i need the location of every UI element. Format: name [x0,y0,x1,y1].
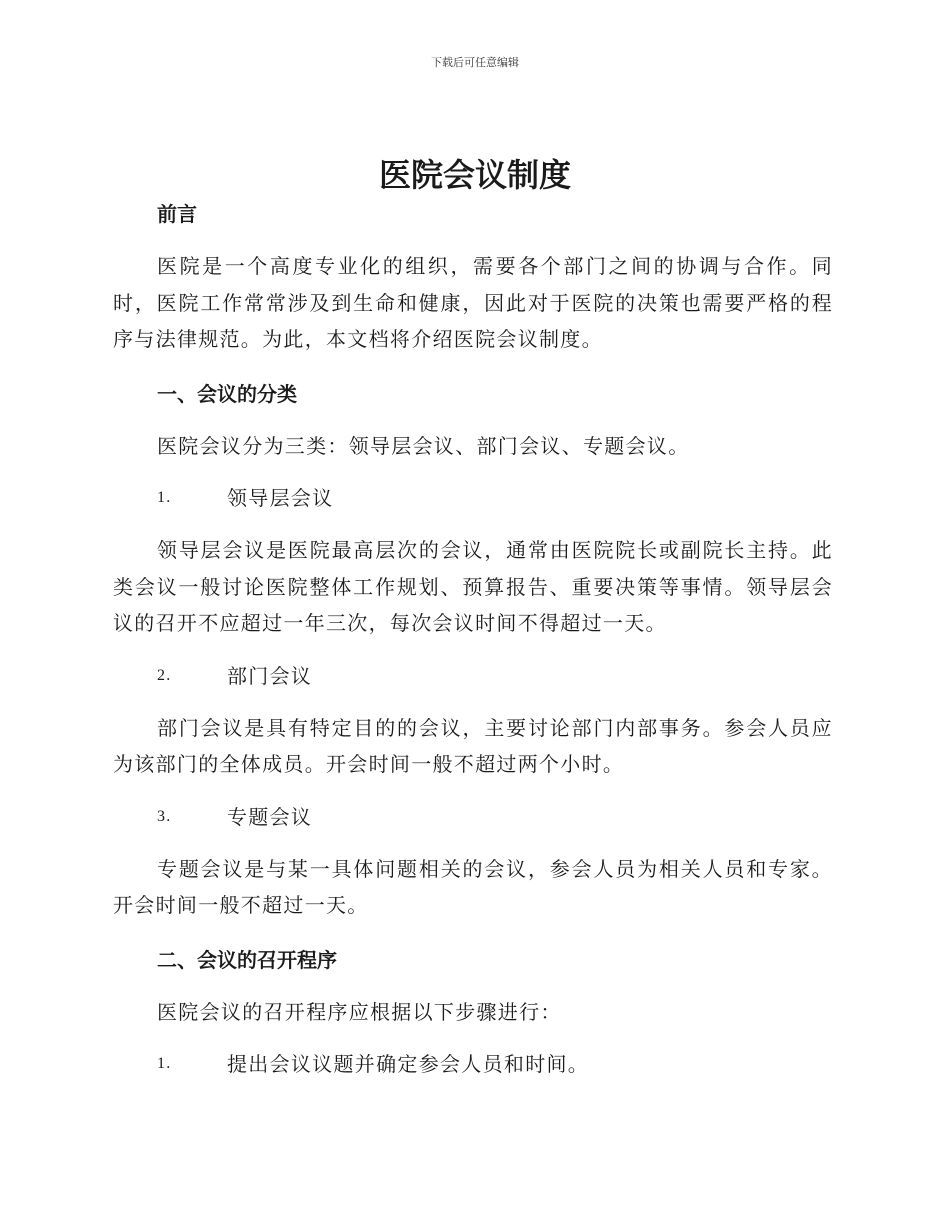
section-2-intro: 医院会议的召开程序应根据以下步骤进行： [157,999,562,1024]
list-item [113,1044,833,1084]
document-title: 医院会议制度 [378,156,571,194]
list-number: 3. [157,807,172,825]
list-item [113,478,833,518]
list-number: 1. [157,1055,172,1072]
preface-heading: 前言 [157,202,197,226]
list-item-paragraph: 领导层会议是医院最高层次的会议，通常由医院院长或副院长主持。此类会议一般讨论医院整体工作规划、预算报告、重要决策等事情。领导层会议的召开不应超过一年三次，每次会议时间不得超过一天。 [113,538,833,635]
list-label: 领导层会议 [227,486,334,510]
list-number: 1. [157,489,172,506]
list-item-paragraph: 专题会议是与某一具体问题相关的会议，参会人员为相关人员和专家。开会时间一般不超过一天。 [113,856,833,917]
list-item [113,797,833,837]
list-item-paragraph: 部门会议是具有特定目的的会议，主要讨论部门内部事务。参会人员应为该部门的全体成员。开会时间一般不超过两个小时。 [113,715,833,776]
document-body [113,194,833,1084]
section-2-heading: 二、会议的召开程序 [157,947,337,972]
list-label: 部门会议 [227,663,313,688]
list-number: 2. [157,666,172,684]
page-header-note: 下载后可任意编辑 [431,56,519,69]
list-item [113,656,833,696]
section-1-heading: 一、会议的分类 [157,381,297,406]
list-label: 提出会议议题并确定参会人员和时间。 [227,1052,590,1076]
section-1-intro: 医院会议分为三类：领导层会议、部门会议、专题会议。 [157,433,690,458]
preface-paragraph: 医院是一个高度专业化的组织，需要各个部门之间的协调与合作。同时，医院工作常常涉及到生命和健康，因此对于医院的决策也需要严格的程序与法律规范。为此，本文档将介绍医院会议制度。 [113,254,833,351]
list-label: 专题会议 [227,804,313,829]
